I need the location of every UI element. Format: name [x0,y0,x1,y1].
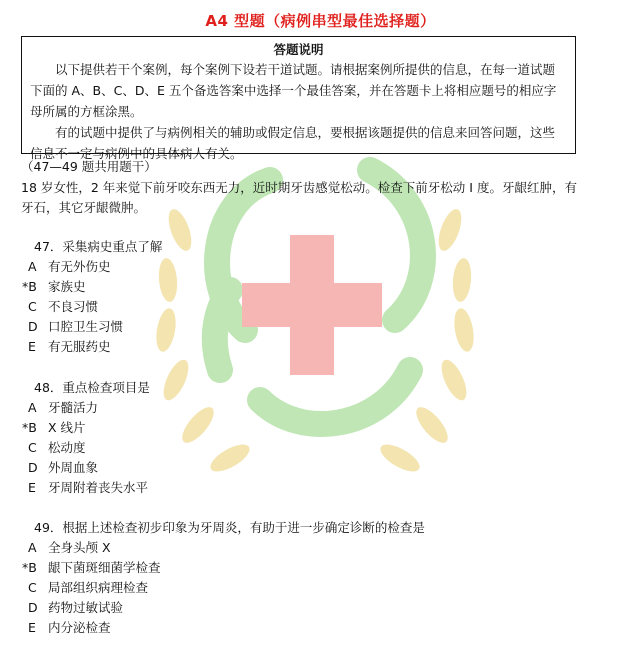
option-key: A [28,259,37,274]
option-text: 牙周附着丧失水平 [48,480,149,495]
option-key: *B [22,420,37,435]
option-text: 外周血象 [48,460,99,475]
question-title [34,378,150,398]
option-a [28,538,425,558]
option-key: A [28,540,37,555]
option-key: E [28,480,36,495]
instructions-paragraph-2: 有的试题中提供了与病例相关的辅助或假定信息，要根据该题提供的信息来回答问题，这些信息不一定与病例中的具体病人有关。 [30,125,556,161]
question-48 [22,378,150,498]
option-text: 有无外伤史 [48,259,111,274]
option-key: C [28,580,37,595]
option-key: D [28,319,38,334]
question-text: 根据上述检查初步印象为牙周炎，有助于进一步确定诊断的检查是 [62,520,425,535]
question-number: 47． [34,239,63,254]
option-text: 龈下菌斑细菌学检查 [48,560,161,575]
instructions-heading: 答题说明 [273,42,324,57]
question-number: 48． [34,380,63,395]
option-c [28,297,162,317]
question-text: 重点检查项目是 [62,380,150,395]
option-key: C [28,299,37,314]
option-text: 不良习惯 [48,299,99,314]
option-key: C [28,440,37,455]
page-title: A4 型题（病例串型最佳选择题） [205,12,436,30]
option-text: X 线片 [48,420,86,435]
option-text: 内分泌检查 [48,620,111,635]
option-d [28,458,150,478]
option-text: 局部组织病理检查 [48,580,149,595]
question-47 [22,237,163,357]
option-a [28,398,150,418]
group-note: （47—49 题共用题干） [21,159,157,174]
option-c [28,578,425,598]
option-key: E [28,620,36,635]
question-title [34,237,162,257]
question-49 [22,518,425,638]
option-key: D [28,460,38,475]
option-text: 药物过敏试验 [48,600,124,615]
question-number: 49． [34,520,63,535]
red-cross-icon [242,235,382,375]
option-b-correct [22,277,162,297]
option-key: D [28,600,38,615]
option-text: 口腔卫生习惯 [48,319,124,334]
option-key: *B [22,560,37,575]
option-text: 牙髓活力 [48,400,99,415]
option-key: E [28,339,36,354]
option-text: 全身头颅 X [48,540,111,555]
instructions-paragraph-1: 以下提供若干个案例，每个案例下设若干道试题。请根据案例所提供的信息，在每一道试题下面的 A、B、C、D、E 五个备选答案中选择一个最佳答案，并在答题卡上将相应题号的相应字母所属的方框涂黑。 [30,62,557,119]
option-d [28,598,425,618]
option-c [28,438,150,458]
option-e [28,618,425,638]
option-b-correct [22,418,150,438]
option-a [28,257,162,277]
option-b-correct [22,558,425,578]
instructions-box [21,36,576,161]
option-text: 家族史 [48,279,86,294]
case-stem: 18 岁女性，2 年来觉下前牙咬东西无力，近时期牙齿感觉松动。检查下前牙松动 Ⅰ 度。牙龈红肿，有牙石，其它牙龈微肿。 [21,180,577,215]
option-key: *B [22,279,37,294]
laurel-right-icon [376,206,476,477]
question-text: 采集病史重点了解 [62,239,163,254]
question-title [34,518,425,538]
option-e [28,478,150,498]
option-d [28,317,162,337]
laurel-left-icon [153,206,253,477]
option-text: 松动度 [48,440,86,455]
option-e [28,337,162,357]
option-text: 有无服药史 [48,339,111,354]
option-key: A [28,400,37,415]
